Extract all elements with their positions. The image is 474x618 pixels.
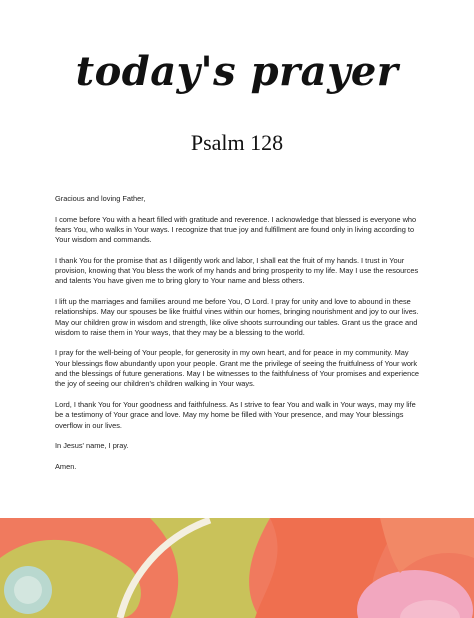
paragraph-amen: Amen. (55, 461, 77, 471)
decorative-abstract-art (0, 518, 474, 618)
paragraph-wellbeing: I pray for the well-being of Your people, for generosity in my own heart, and for peace in my community. May Your blessings flow abundantly upon your people. Grant me the privilege of seeing the fruitfulness of Your work and the blessings of future generations. May I be witnesses to the faithfulness of Your promises and experience the joy of seeing our children's children walking in Your ways. (55, 348, 420, 389)
paragraph-thanks: Lord, I thank You for Your goodness and faithfulness. As I strive to fear You and walk in Your ways, may my life be a testimony of Your grace and love. May my home be filled with Your presence, and may Your blessings overflow in our lives. (55, 399, 416, 430)
page-title: today's prayer (75, 48, 399, 95)
paragraph-provision: I thank You for the promise that as I diligently work and labor, I shall eat the fruit of my hands. I trust in Your provision, knowing that You bless the work of my hands and bring prosperity to my life. May I use the resources and talents You have given me to bring glory to Your name and bless others. (55, 255, 419, 286)
prayer-body (55, 194, 425, 482)
paragraph-families: I lift up the marriages and families around me before You, O Lord. I pray for unity and love to abound in these relationships. May our spouses be like fruitful vines within our homes, bringing nourishment and joy to our lives. May our children grow in wisdom and strength, like olive shoots surrounding our tables. Grant us the grace and wisdom to raise them in Your ways, that they may be a blessing to the world. (55, 296, 419, 337)
paragraph-greeting: Gracious and loving Father, (55, 194, 146, 203)
paragraph-closing: In Jesus' name, I pray. (55, 441, 129, 451)
art-mint-inner (14, 576, 42, 604)
psalm-subtitle: Psalm 128 (190, 130, 284, 155)
paragraph-gratitude: I come before You with a heart filled with gratitude and reverence. I acknowledge that blessed is everyone who fears You, who walks in Your ways. I recognize that true joy and fulfillment are found only in living according to Your wisdom and commands. (55, 214, 417, 245)
